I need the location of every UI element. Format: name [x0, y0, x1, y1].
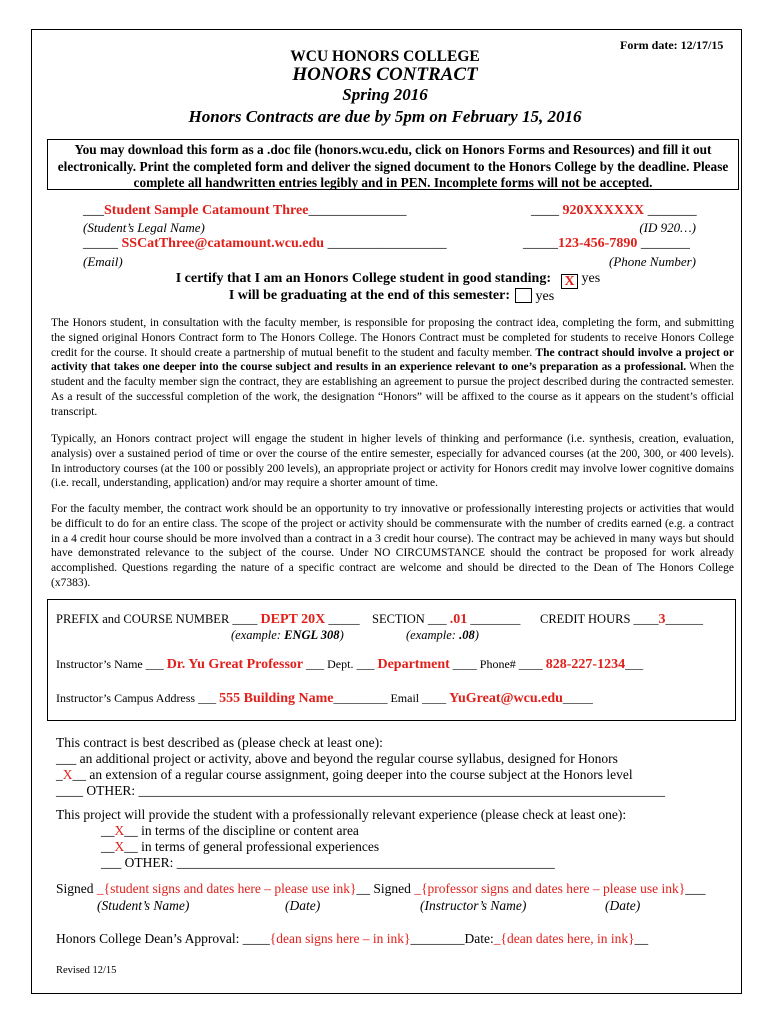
- student-email-field[interactable]: [83, 236, 447, 252]
- student-email-label: (Email): [83, 254, 123, 269]
- dean-approval-row: [56, 931, 648, 947]
- standing-option: yes: [581, 271, 601, 286]
- blank: ___: [685, 881, 706, 896]
- instructor-field[interactable]: [56, 657, 303, 671]
- prefix-example: [231, 628, 344, 643]
- instructor-name-caption: (Instructor’s Name): [420, 898, 527, 913]
- example-text: ): [474, 628, 479, 642]
- campus-address-field[interactable]: [56, 691, 333, 705]
- paragraph-typical-project: Typically, an Honors contract project will engage the student in higher levels of thinking and performance (i.e. synthesis, creation, evaluation, analysis) over a sustained period of time or over the course of the entire semester, especially for advanced courses (at the 200, 300, or 400 levels). In introductory courses (at the 100 or possibly 200 levels), an appropriate project or activity for Honors credit may involve lower cognitive domains (i.e. recall, understanding, application) and/or may require a shorter amount of time.: [51, 433, 734, 490]
- check-mark: X: [62, 767, 73, 782]
- instructor-phone-field[interactable]: [450, 657, 643, 671]
- check-mark: X: [114, 839, 125, 854]
- blank: _____: [325, 612, 360, 626]
- instructor-name: Dr. Yu Great Professor: [166, 657, 304, 672]
- blank: ____: [531, 203, 559, 218]
- contract-type-heading: This contract is best described as (please check at least one):: [56, 735, 383, 750]
- check-mark: X: [114, 823, 125, 838]
- instructor-row: [56, 657, 643, 673]
- option-text: __ an extension of a regular course assignment, going deeper into the course subject at the Honors level: [72, 767, 633, 782]
- graduating-option: yes: [535, 289, 555, 304]
- section-field[interactable]: [372, 612, 520, 628]
- student-phone: 123-456-7890: [558, 236, 638, 251]
- blank: __: [634, 931, 649, 946]
- blank: _______: [647, 203, 697, 218]
- revised-date: Revised 12/15: [56, 965, 117, 976]
- student-id-label: (ID 920…): [639, 220, 696, 235]
- signed-label: Signed: [56, 881, 97, 896]
- student-phone-field[interactable]: [523, 236, 690, 252]
- term: Spring 2016: [342, 85, 428, 104]
- student-id-field[interactable]: [531, 203, 697, 219]
- instructions-box: You may download this form as a .doc file (honors.wcu.edu, click on Honors Forms and Resources) and fill it out electronically. Print the completed form and deliver the signed document to the Honors College by the deadline. Please complete all handwritten entries legibly and in PEN. Incomplete forms will not be accepted.: [47, 139, 739, 190]
- signed-label: __ Signed: [356, 881, 415, 896]
- credit-hours-value: 3: [658, 612, 666, 627]
- experience-heading: This project will provide the student with a professionally relevant experience (please check at least one):: [56, 807, 627, 822]
- experience-option-general[interactable]: [101, 839, 379, 855]
- student-id: 920XXXXXX: [562, 203, 645, 218]
- dean-label: Honors College Dean’s Approval: ____: [56, 931, 270, 946]
- instructor-email-field[interactable]: [333, 691, 592, 705]
- dean-date-line[interactable]: _{dean dates here, in ink}: [493, 931, 635, 946]
- dept-field[interactable]: [303, 657, 450, 671]
- standing-text: I certify that I am an Honors College student in good standing:: [175, 271, 551, 286]
- field-label: SECTION ___: [372, 612, 450, 626]
- blank: ________: [467, 612, 521, 626]
- blank: _____: [83, 236, 118, 251]
- blank: _______: [640, 236, 690, 251]
- paragraph-faculty-role: For the faculty member, the contract work should be an opportunity to try innovative or professionally interesting projects or activities that would be difficult to do for an entire class. The scope of the project or activity should be commensurate with the number of credits earned (e.g. a contract in a 4 credit hour course should be more involved than a contract in a 3 credit hour course). The contract may be achieved in many ways but should have demonstrated relevance to the subject of the course. Under NO CIRCUMSTANCE should the contract be proposed for work already accomplished. Questions regarding the nature of a specific contract are welcome and should be directed to the Dean of The Honors College (x7383).: [51, 503, 734, 589]
- example-value: ENGL 308: [284, 628, 340, 642]
- experience-option-discipline[interactable]: [101, 823, 359, 839]
- student-phone-label: (Phone Number): [608, 254, 696, 269]
- student-signature-line[interactable]: _{student signs and dates here – please use ink}: [96, 881, 357, 896]
- professor-signature-line[interactable]: _{professor signs and dates here – please use ink}: [414, 881, 686, 896]
- credit-hours-field[interactable]: [540, 612, 703, 628]
- blank: _: [56, 767, 63, 782]
- blank: _____: [523, 236, 558, 251]
- example-text: (example:: [406, 628, 460, 642]
- blank: ______________: [308, 203, 407, 218]
- student-name: Student Sample Catamount Three: [104, 203, 309, 218]
- example-value: .08: [459, 628, 475, 642]
- page-title: HONORS CONTRACT: [292, 64, 478, 85]
- student-name-field[interactable]: [83, 203, 406, 219]
- field-label: Instructor’s Name ___: [56, 657, 167, 671]
- blank: ______: [665, 612, 704, 626]
- paragraph-text: When the student and the faculty member sign the contract, they are establishing an agreement to pursue the project described during the contracted semester. As a result of the successful completion of the work, the designation “Honors” will be affixed to the course as it appears on the student’s official transcript.: [51, 361, 734, 418]
- option-text: __ in terms of general professional experiences: [124, 839, 380, 854]
- paragraph-emphasis: The contract should involve a project or activity that takes one deeper into the course subject and results in an experience relevant to one’s preparation as a professional.: [51, 346, 734, 374]
- paragraph-text: The Honors student, in consultation with the faculty member, is responsible for proposing the contract idea, completing the form, and submitting the signed original Honors Contract form to The Honors College. The Honors Contract must be completed for students to receive Honors College credit for the course. It should create a partnership of mutual benefit to the student and faculty member.: [51, 317, 734, 359]
- signature-row: [56, 881, 705, 897]
- student-name-label: (Student’s Legal Name): [83, 220, 205, 235]
- student-name-caption: (Student’s Name): [97, 898, 190, 913]
- blank: __: [101, 823, 115, 838]
- instructor-email: YuGreat@wcu.edu: [449, 691, 563, 706]
- date-caption: (Date): [605, 898, 641, 913]
- paragraph-student-role: [51, 316, 734, 420]
- department-value: Department: [377, 657, 450, 672]
- experience-option-other[interactable]: ___ OTHER: ________________________________________________________: [101, 855, 555, 870]
- date-caption: (Date): [285, 898, 321, 913]
- date-label: ________Date:: [410, 931, 494, 946]
- blank: __: [101, 839, 115, 854]
- form-date: Form date: 12/17/15: [620, 38, 724, 52]
- option-text: __ in terms of the discipline or content area: [124, 823, 359, 838]
- graduating-text: I will be graduating at the end of this semester:: [228, 288, 510, 303]
- instructor-phone: 828-227-1234: [545, 657, 626, 672]
- section-example: [406, 628, 479, 643]
- field-label: CREDIT HOURS ____: [540, 612, 659, 626]
- section-value: .01: [449, 612, 468, 627]
- dean-signature-line[interactable]: {dean signs here – in ink}: [269, 931, 411, 946]
- contract-option-other[interactable]: ____ OTHER: ______________________________________________________________________________: [56, 783, 665, 798]
- field-label: _________ Email ____: [333, 691, 450, 705]
- example-text: ): [339, 628, 344, 642]
- campus-address: 555 Building Name: [219, 691, 334, 706]
- field-label: PREFIX and COURSE NUMBER ____: [56, 612, 261, 626]
- field-label: Instructor’s Campus Address ___: [56, 691, 220, 705]
- graduating-checkbox[interactable]: [515, 288, 532, 303]
- standing-checkbox[interactable]: X: [561, 274, 578, 289]
- contract-option-additional[interactable]: ___ an additional project or activity, above and beyond the regular course syllabus, designed for Honors: [56, 751, 618, 766]
- contract-option-extension[interactable]: [56, 767, 633, 783]
- student-email: SSCatThree@catamount.wcu.edu: [121, 236, 325, 251]
- blank: _____: [562, 691, 593, 705]
- course-prefix-value: DEPT 20X: [260, 612, 326, 627]
- example-text: (example:: [231, 628, 285, 642]
- prefix-course-field[interactable]: [56, 612, 360, 628]
- standing-checkbox-row: [561, 271, 600, 289]
- blank: _________________: [327, 236, 447, 251]
- blank: ___: [625, 657, 644, 671]
- field-label: ____ Phone# ____: [449, 657, 546, 671]
- blank: ___: [83, 203, 104, 218]
- graduating-checkbox-row: [515, 288, 554, 305]
- address-row: [56, 691, 593, 707]
- college-name: WCU HONORS COLLEGE: [290, 48, 480, 65]
- field-label: ___ Dept. ___: [303, 657, 378, 671]
- due-date: Honors Contracts are due by 5pm on February 15, 2016: [188, 107, 582, 126]
